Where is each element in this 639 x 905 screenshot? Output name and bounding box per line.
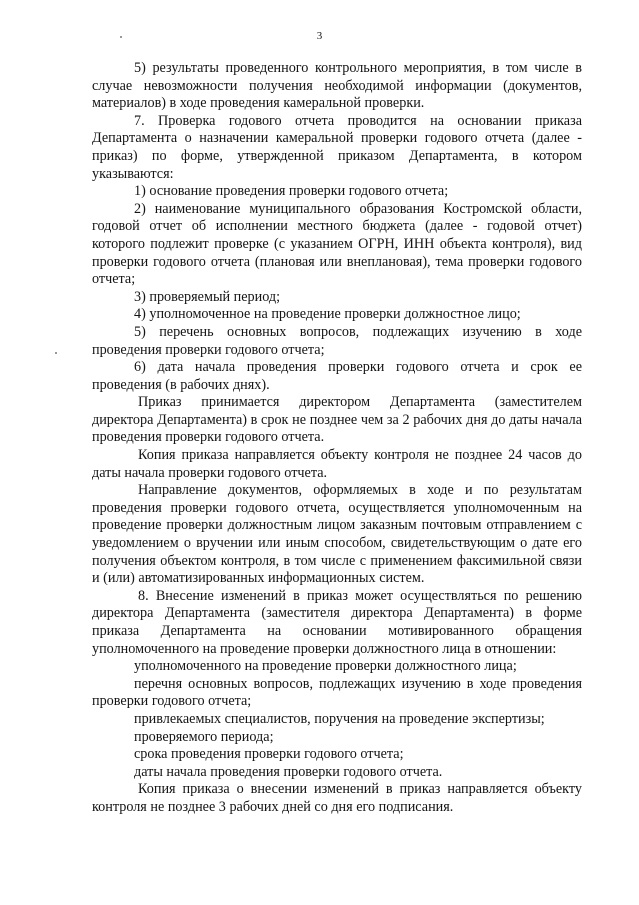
paragraph-change-specialists: привлекаемых специалистов, поручения на проведение экспертизы; <box>134 710 545 727</box>
paragraph-order-adoption: Приказ принимается директором Департамента (заместителем директора Департамента) в срок не позднее чем за 2 рабочих дня до даты начала проведения проверки годового отчета. <box>92 394 582 446</box>
paragraph-change-official: уполномоченного на проведение проверки должностного лица; <box>134 658 517 675</box>
paragraph-order-copy: Копия приказа направляется объекту контроля не позднее 24 часов до даты начала проверки годового отчета. <box>92 447 582 481</box>
paragraph-item-5-questions: 5) перечень основных вопросов, подлежащих изучению в ходе проведения проверки годового отчета; <box>92 323 582 358</box>
paragraph-change-questions: перечня основных вопросов, подлежащих изучению в ходе проведения проверки годового отчета; <box>92 675 582 710</box>
scan-speck <box>120 36 122 38</box>
paragraph-item-1-basis: 1) основание проведения проверки годового отчета; <box>134 183 449 200</box>
paragraph-item-3-period: 3) проверяемый период; <box>134 288 281 305</box>
paragraph-change-start-date: даты начала проведения проверки годового отчета. <box>134 763 443 780</box>
paragraph-change-term: срока проведения проверки годового отчета; <box>134 746 404 763</box>
paragraph-item-6-start-date: 6) дата начала проведения проверки годового отчета и срок ее проведения (в рабочих днях). <box>92 359 582 393</box>
paragraph-section-8: 8. Внесение изменений в приказ может осуществляться по решению директора Департамента (заместителя директора Департамента) в форме приказа Департамента на основании мотивированного обращения уполномоченного на проведение проверки должностного лица в отношении: <box>92 587 582 657</box>
paragraph-change-period: проверяемого периода; <box>134 728 274 745</box>
paragraph-item-2-municipality: 2) наименование муниципального образования Костромской области, годовой отчет об исполнении местного бюджета (далее - годовой отчет) которого подлежит проверке (с указанием ОГРН, ИНН объекта контроля), вид проверки годового отчета (плановая или внеплановая), тема проверки годового отчета; <box>92 200 582 288</box>
page-number: 3 <box>316 30 323 42</box>
scan-speck <box>55 352 57 354</box>
paragraph-documents-delivery: Направление документов, оформляемых в ходе и по результатам проведения проверки годового отчета, осуществляется уполномоченным на проведение проверки должностным лицом заказным почтовым отправлением с уведомлением о вручении или иным способом, свидетельствующим о дате его получения объектом контроля, в том числе с применением факсимильной связи и (или) автоматизированных информационных систем. <box>92 482 582 587</box>
paragraph-section-7: 7. Проверка годового отчета проводится на основании приказа Департамента о назначении камеральной проверки годового отчета (далее - приказ) по форме, утвержденной приказом Департамента, в котором указываются: <box>92 112 582 182</box>
paragraph-changes-copy: Копия приказа о внесении изменений в приказ направляется объекту контроля не позднее 3 рабочих дней со дня его подписания. <box>92 781 582 815</box>
paragraph-item-4-official: 4) уполномоченное на проведение проверки должностное лицо; <box>134 306 521 323</box>
paragraph-item-5-results: 5) результаты проведенного контрольного мероприятия, в том числе в случае невозможности получения необходимой информации (документов, материалов) в ходе проведения камеральной проверки. <box>92 60 582 112</box>
document-body <box>92 60 582 817</box>
